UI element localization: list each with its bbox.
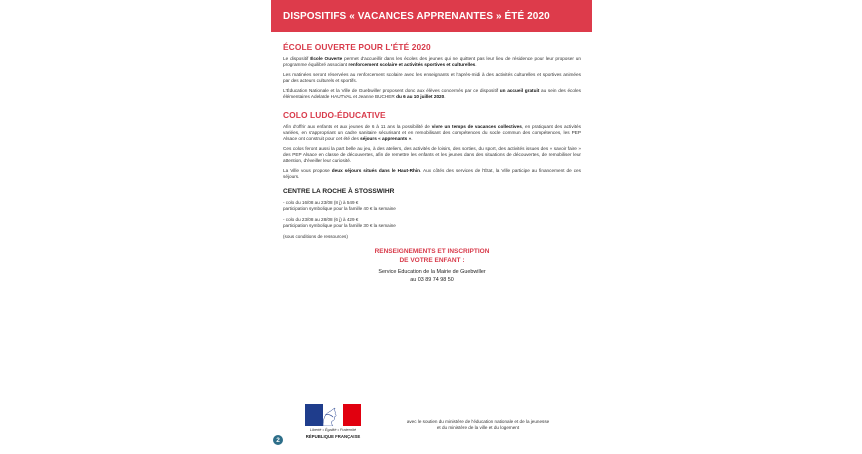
colo-heading: COLO LUDO-ÉDUCATIVE bbox=[283, 109, 386, 120]
contact-heading-line-2: DE VOTRE ENFANT : bbox=[399, 257, 465, 265]
republic-name: RÉPUBLIQUE FRANÇAISE bbox=[305, 434, 361, 439]
centre-heading: CENTRE LA ROCHE À STOSSWIHR bbox=[283, 188, 395, 196]
contact-heading-line-1: RENSEIGNEMENTS ET INSCRIPTION bbox=[374, 248, 490, 256]
text-run: , en pratiquant des activités variées, en s'appropriant un cadre sanitaire sécurisant et en remobilisant des compétences du socle commun des compétences, les PEP Alsace ont construit pour cet été des bbox=[283, 123, 581, 141]
text-run-bold: séjours « apprenants » bbox=[360, 135, 412, 141]
resources-note: (sous conditions de ressources) bbox=[283, 233, 348, 239]
sejour-2-price: participation symbolique pour la famille 30 € la semaine bbox=[283, 222, 396, 228]
sejour-2-dates: - colo du 23/08 au 28/08 (6 j) à 429 € bbox=[283, 216, 359, 222]
page-content bbox=[283, 42, 581, 284]
document-page bbox=[271, 0, 592, 454]
text-run: La Ville vous propose bbox=[283, 168, 332, 174]
support-text bbox=[373, 419, 583, 431]
republic-motto: Liberté • Égalité • Fraternité bbox=[309, 428, 357, 432]
text-run: permet d'accueillir dans les écoles des jeunes qui ne quittent pas leur lieu de résidence pour leur proposer un programme équilibré associant bbox=[283, 56, 582, 68]
text-run: . bbox=[444, 94, 446, 100]
marianne-profile-icon bbox=[319, 406, 341, 426]
text-run: L'Éducation Nationale et la Ville de Guebwiller proposent donc aux élèves concernés par ce dispositif bbox=[283, 88, 500, 94]
text-run-bold: École Ouverte bbox=[310, 56, 343, 61]
support-line-2: et du ministère de la ville et du logement bbox=[436, 425, 520, 430]
sejour-1-price: participation symbolique pour la famille 40 € la semaine bbox=[283, 206, 396, 212]
sejour-1-dates: - colo du 16/08 au 23/08 (8 j) à 549 € bbox=[283, 200, 359, 206]
colo-paragraph-1 bbox=[283, 124, 581, 142]
flag-red bbox=[343, 404, 361, 426]
text-run-bold: renforcement scolaire et activités sportives et culturelles bbox=[348, 62, 476, 68]
spacer bbox=[283, 239, 581, 247]
text-run: . bbox=[475, 62, 477, 68]
support-line-1: avec le soutien du ministère de l'éducation nationale et de la jeunesse bbox=[406, 419, 550, 424]
text-run-bold: deux séjours situés dans le Haut-Rhin bbox=[331, 168, 421, 174]
text-run: . bbox=[411, 135, 413, 141]
contact-phone: au 03 89 74 98 50 bbox=[410, 277, 454, 284]
text-run: Afin d'offrir aux enfants et aux jeunes de 6 à 11 ans la possibilité de bbox=[283, 123, 432, 129]
colo-paragraph-3 bbox=[283, 168, 581, 180]
page-footer bbox=[271, 400, 592, 454]
text-run-bold: du 6 au 10 juillet 2020 bbox=[396, 94, 445, 100]
text-run-bold: vivre un temps de vacances collectives bbox=[431, 123, 522, 129]
page-banner bbox=[271, 0, 592, 32]
contact-service: Service Education de la Mairie de Guebwiller bbox=[378, 269, 486, 276]
ecole-paragraph-3 bbox=[283, 88, 581, 100]
banner-title: DISPOSITIFS « VACANCES APPRENANTES » ÉTÉ 2020 bbox=[283, 10, 550, 22]
text-run: . Aux côtés des services de l'État, la Ville participe au financement de ces séjours. bbox=[283, 168, 581, 180]
text-run-bold: un accueil gratuit bbox=[499, 88, 540, 94]
marianne-logo-icon bbox=[299, 404, 367, 446]
colo-paragraph-2: Ces colos feront aussi la part belle au jeu, à des ateliers, des activités de loisirs, des sorties, du sport, des activités issues des « savoir faire » des PEP Alsace en classe de découvertes, afin de remettre les enfants et les jeunes dans des situations de découvertes, de remobiliser leur attention, d'éveiller leur curiosité. bbox=[283, 145, 581, 164]
ecole-paragraph-2: Les matinées seront réservées au renforcement scolaire avec les enseignants et l'après-midi à des activités culturelles et sportives animées par des acteurs culturels et sportifs. bbox=[283, 72, 581, 84]
page-number-badge: 2 bbox=[273, 435, 283, 445]
text-run: au sein des écoles élémentaires Adelaïde HAUTVAL et Jeanne BUCHER bbox=[283, 88, 582, 100]
ecole-heading: ÉCOLE OUVERTE POUR L'ÉTÉ 2020 bbox=[283, 42, 431, 52]
ecole-paragraph-1 bbox=[283, 56, 581, 68]
text-run: Le dispositif bbox=[283, 56, 311, 61]
